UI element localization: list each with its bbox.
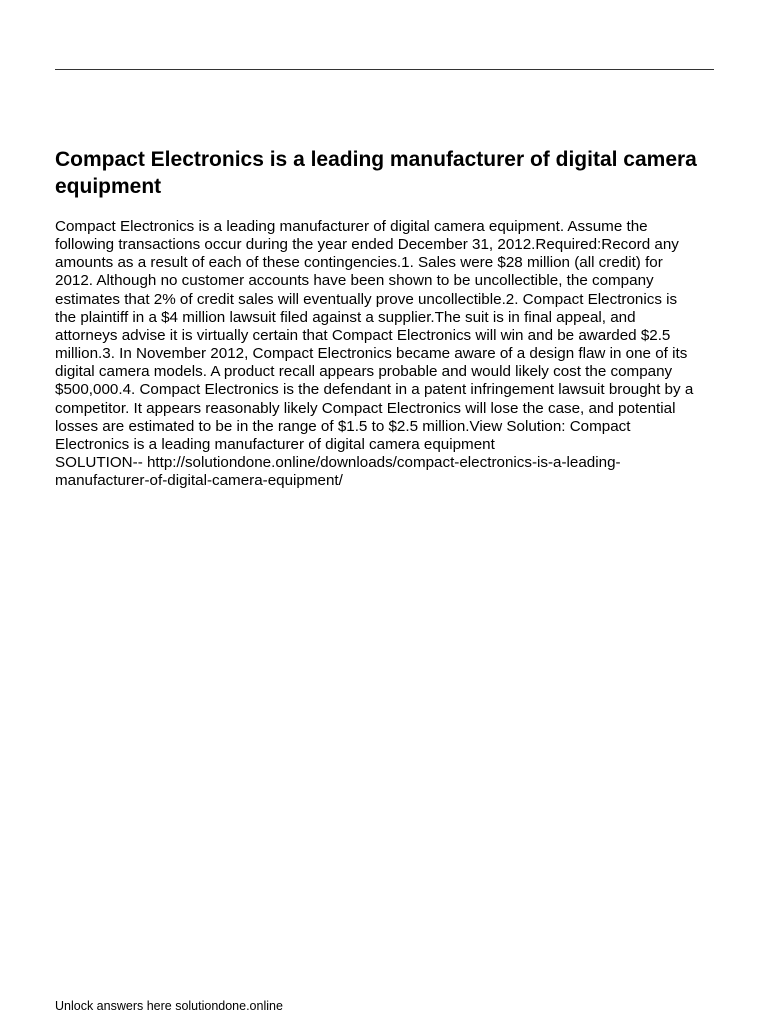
body-line: competitor. It appears reasonably likely Compact Electronics will lose the case, and potential <box>55 399 676 417</box>
body-line: attorneys advise it is virtually certain that Compact Electronics will win and be awarded $2.5 <box>55 326 671 344</box>
body-line: million.3. In November 2012, Compact Electronics became aware of a design flaw in one of its <box>55 345 688 363</box>
body-line: estimates that 2% of credit sales will eventually prove uncollectible.2. Compact Electronics is <box>55 290 678 308</box>
document-body <box>55 218 719 490</box>
body-line: losses are estimated to be in the range of $1.5 to $2.5 million.View Solution: Compact <box>55 417 631 435</box>
body-line: Electronics is a leading manufacturer of digital camera equipment <box>55 435 495 453</box>
document-title: Compact Electronics is a leading manufacturer of digital camera equipment <box>55 148 697 198</box>
solution-link-line[interactable]: SOLUTION-- http://solutiondone.online/downloads/compact-electronics-is-a-leading- <box>55 454 621 472</box>
solution-link-line[interactable]: manufacturer-of-digital-camera-equipment/ <box>55 472 343 490</box>
body-line: amounts as a result of each of these contingencies.1. Sales were $28 million (all credit) for <box>55 254 663 272</box>
body-line: Compact Electronics is a leading manufacturer of digital camera equipment. Assume the <box>55 218 648 235</box>
body-line: following transactions occur during the year ended December 31, 2012.Required:Record any <box>55 236 679 254</box>
body-line: digital camera models. A product recall appears probable and would likely cost the company <box>55 363 673 381</box>
body-line: 2012. Although no customer accounts have been shown to be uncollectible, the company <box>55 272 654 290</box>
body-line: the plaintiff in a $4 million lawsuit filed against a supplier.The suit is in final appeal, and <box>55 308 636 326</box>
footer-text: Unlock answers here solutiondone.online <box>55 999 283 1013</box>
top-divider <box>55 69 714 70</box>
body-line: $500,000.4. Compact Electronics is the defendant in a patent infringement lawsuit brought by a <box>55 381 694 399</box>
